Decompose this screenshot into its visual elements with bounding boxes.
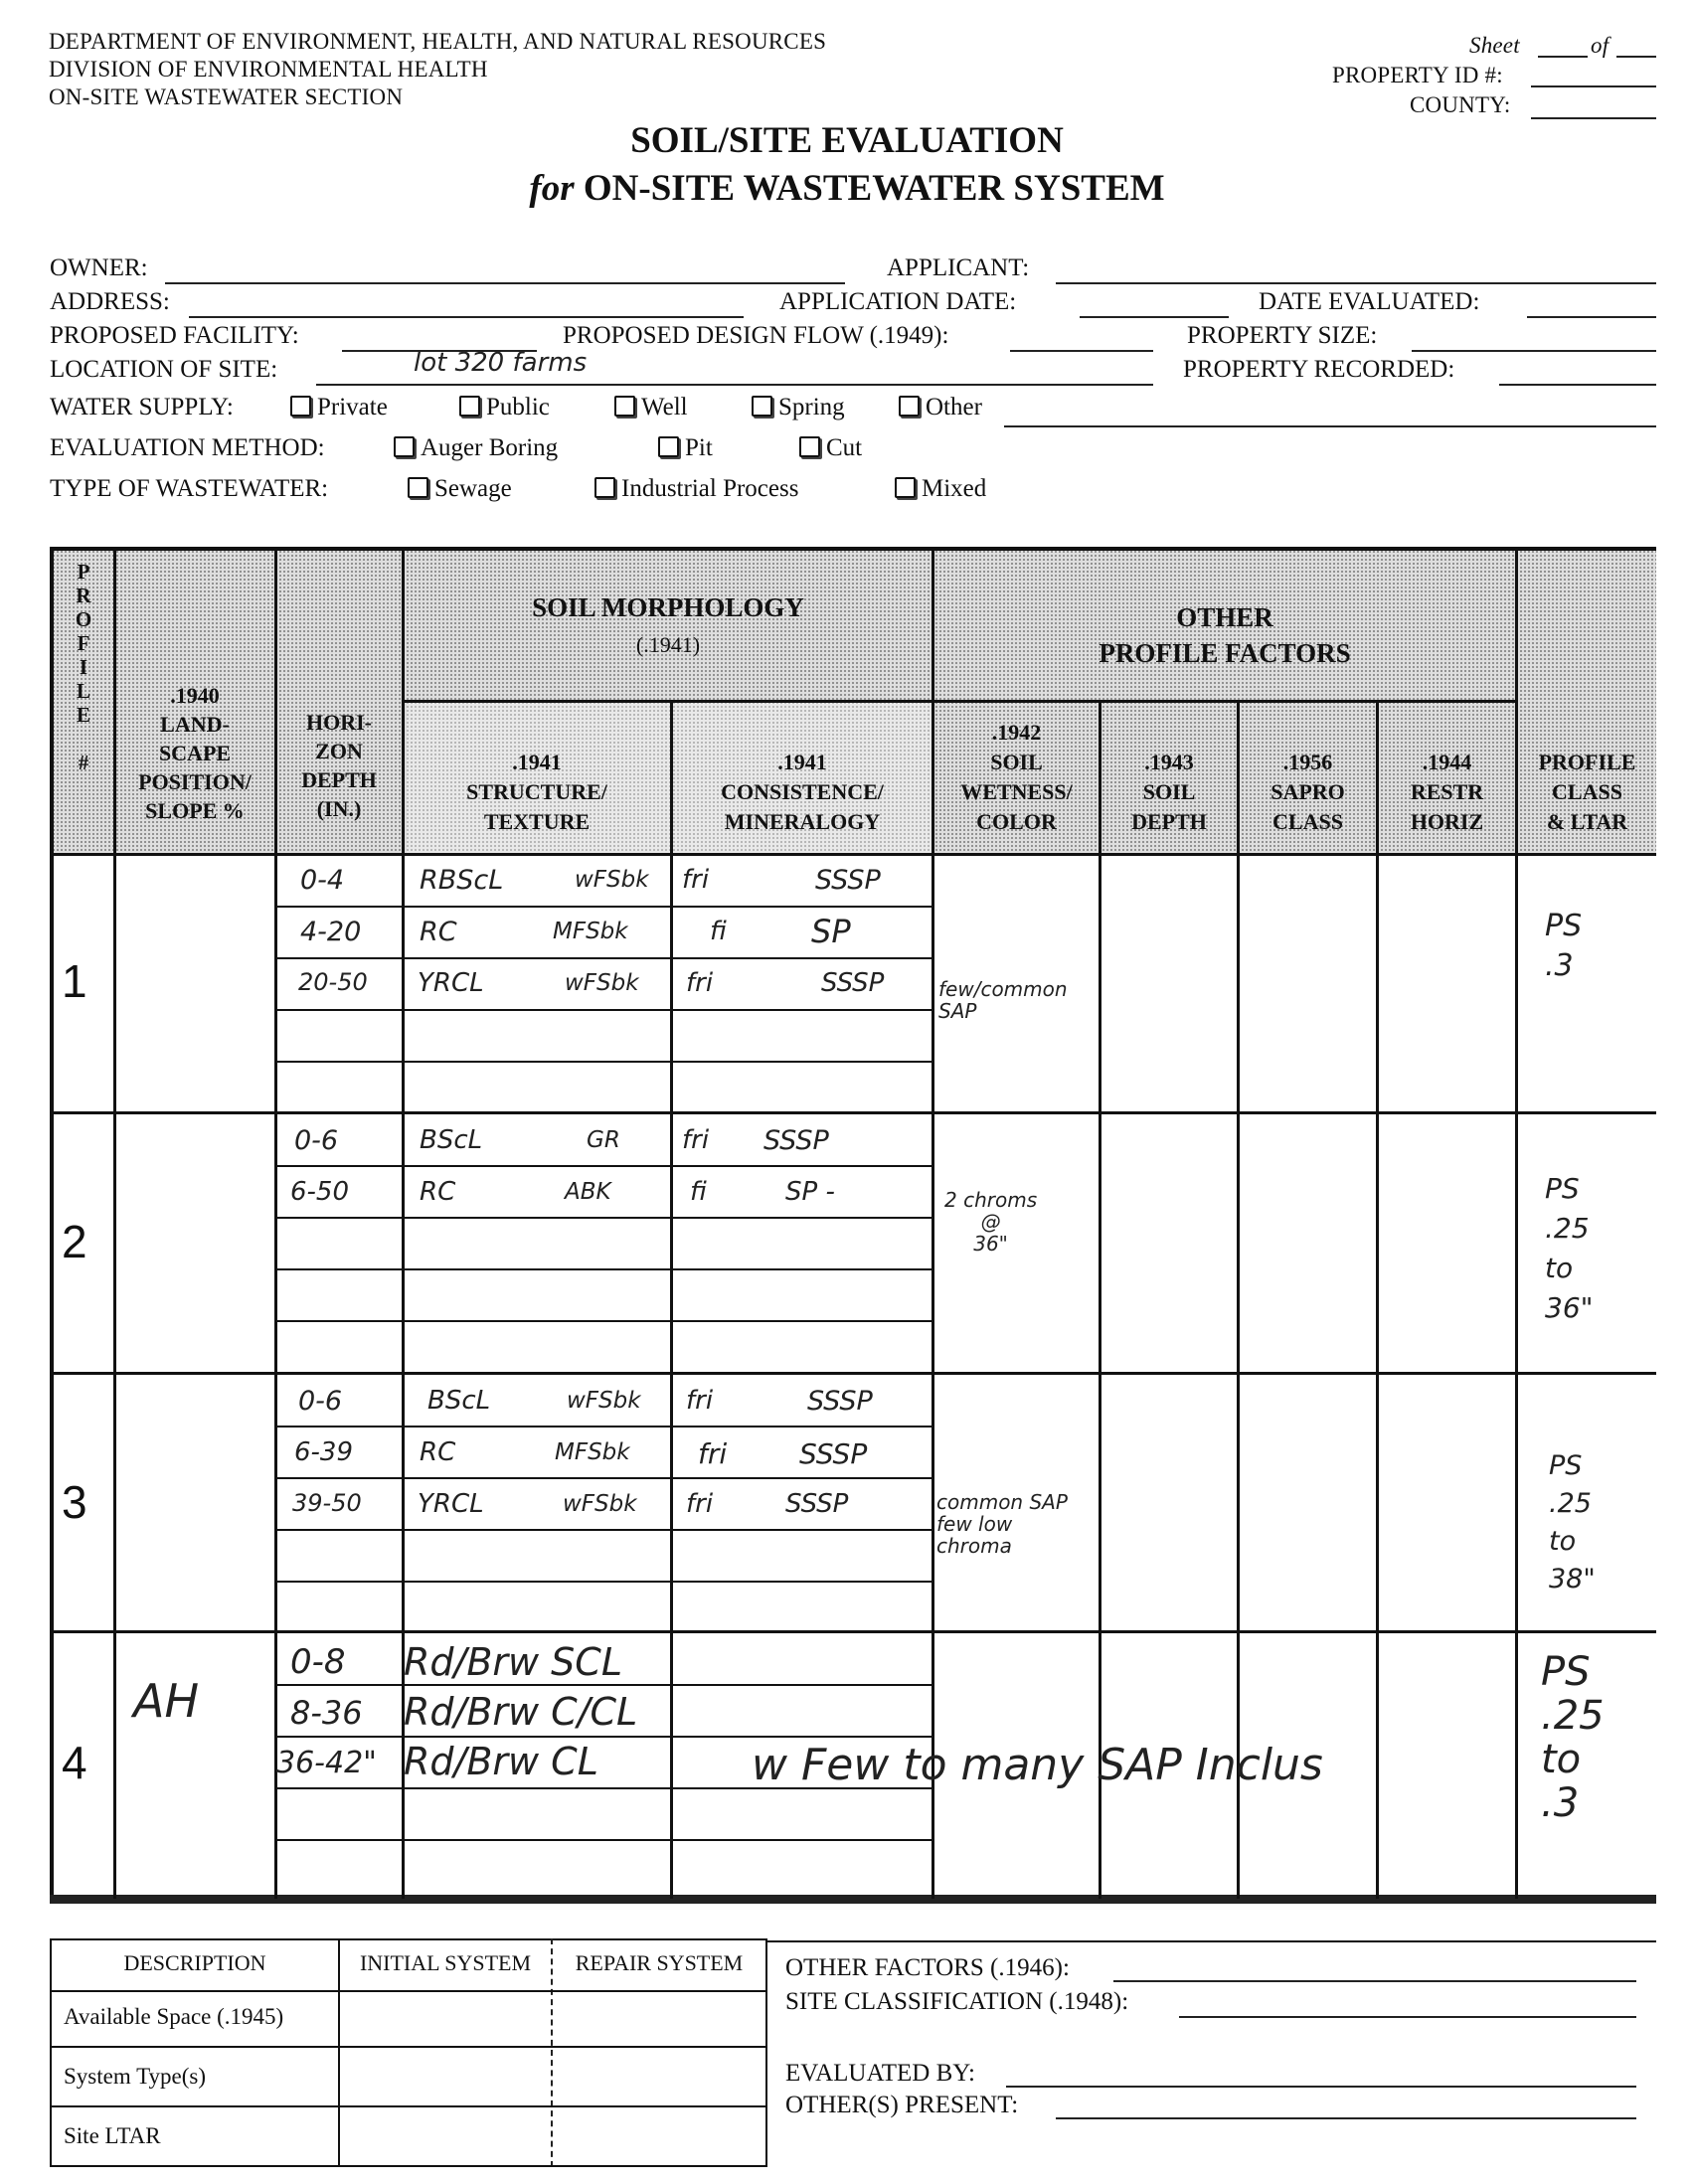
location-label: LOCATION OF SITE: xyxy=(50,356,278,383)
landscape-header: .1940 LAND- SCAPE POSITION/ SLOPE % xyxy=(138,683,252,823)
soil-morphology-code: (.1941) xyxy=(635,632,701,657)
sapro-class-header: .1956 SAPRO CLASS xyxy=(1270,750,1345,834)
structure-texture[interactable]: BScL xyxy=(427,1386,491,1416)
profile-class-ltar[interactable]: PS .25 to .3 xyxy=(1541,1649,1605,1826)
evaluation-method-label: EVALUATION METHOD: xyxy=(50,434,325,461)
checkbox-icon[interactable] xyxy=(290,396,311,417)
structure-texture[interactable]: Rd/Brw C/CL xyxy=(404,1690,638,1734)
checkbox-icon[interactable] xyxy=(614,396,635,417)
row-line xyxy=(274,957,932,959)
subtitle-for: for xyxy=(529,168,575,209)
mineralogy[interactable]: SSSP xyxy=(815,865,881,896)
site-classification-field[interactable] xyxy=(1179,2016,1636,2018)
header-letter-gap xyxy=(56,727,111,751)
row-line xyxy=(274,1529,932,1531)
mineralogy[interactable]: SSSP xyxy=(785,1489,849,1519)
address-label: ADDRESS: xyxy=(50,288,170,315)
soil-wetness-header: .1942 SOIL WETNESS/ COLOR xyxy=(960,720,1073,834)
structure-texture[interactable]: RC xyxy=(420,1437,456,1467)
horizon-depth[interactable]: 6-39 xyxy=(294,1437,354,1467)
others-present-field[interactable] xyxy=(1056,2117,1636,2119)
available-space-label: Available Space (.1945) xyxy=(64,2004,284,2029)
site-classification-label: SITE CLASSIFICATION (.1948): xyxy=(785,1988,1129,2015)
summary-top-border xyxy=(50,1938,765,1940)
consistence[interactable]: fri xyxy=(682,865,710,895)
summary-bottom-border xyxy=(50,2165,765,2167)
checkbox-icon[interactable] xyxy=(459,396,480,417)
horizon-depth[interactable]: 0-8 xyxy=(290,1642,346,1682)
option-label: Sewage xyxy=(434,475,512,502)
water-supply-other[interactable] xyxy=(899,394,982,421)
structure-texture[interactable]: YRCL xyxy=(418,1489,484,1519)
structure-texture[interactable]: BScL xyxy=(420,1125,483,1155)
horizon-depth[interactable]: 39-50 xyxy=(292,1489,362,1517)
restrictive-horizon-header: .1944 RESTR HORIZ xyxy=(1410,750,1484,834)
profile-divider xyxy=(50,1630,1656,1633)
mineralogy[interactable]: SSSP xyxy=(763,1125,829,1156)
description-header: DESCRIPTION xyxy=(123,1950,266,1975)
date-evaluated-label: DATE EVALUATED: xyxy=(1259,288,1480,315)
col-divider xyxy=(670,701,673,1899)
department-line: DEPARTMENT OF ENVIRONMENT, HEALTH, AND NATURAL RESOURCES xyxy=(49,29,827,54)
row-line xyxy=(274,1839,932,1841)
location-field[interactable] xyxy=(316,384,1153,386)
horizon-depth[interactable]: 0-6 xyxy=(294,1125,339,1156)
site-ltar-label: Site LTAR xyxy=(64,2123,161,2148)
wastewater-industrial[interactable] xyxy=(594,475,798,503)
profile-number: 4 xyxy=(62,1737,87,1788)
method-cut[interactable] xyxy=(799,434,862,462)
other-profile-factors-header: OTHER PROFILE FACTORS xyxy=(1099,602,1351,668)
col-divider xyxy=(1099,701,1101,1899)
structure-texture[interactable]: RC xyxy=(420,917,457,947)
form-title: SOIL/SITE EVALUATION xyxy=(630,120,1064,161)
profile-class-ltar-header: PROFILE CLASS & LTAR xyxy=(1538,750,1636,834)
table-bottom-border xyxy=(50,1895,1656,1904)
header-letter: E xyxy=(76,703,90,727)
system-types-repair[interactable] xyxy=(555,2048,763,2103)
row-line xyxy=(274,1581,932,1583)
horizon-depth[interactable]: 4-20 xyxy=(300,917,362,947)
checkbox-icon[interactable] xyxy=(408,477,428,498)
water-supply-label: WATER SUPPLY: xyxy=(50,394,234,420)
address-field[interactable] xyxy=(189,316,744,318)
water-supply-spring[interactable] xyxy=(752,394,845,421)
soil-depth-header: .1943 SOIL DEPTH xyxy=(1131,750,1207,834)
profile-divider xyxy=(50,1111,1656,1114)
option-label: Pit xyxy=(685,434,713,461)
site-ltar-initial[interactable] xyxy=(342,2107,549,2163)
water-supply-private[interactable] xyxy=(290,394,388,421)
summary-col-divider xyxy=(765,1938,767,2167)
subtitle-rest: ON-SITE WASTEWATER SYSTEM xyxy=(583,168,1165,209)
horizon-depth[interactable]: 0-4 xyxy=(300,865,345,896)
mineralogy[interactable]: SSSP xyxy=(807,1386,873,1417)
structure-texture-detail[interactable]: MFSbk xyxy=(553,919,628,944)
soil-morphology-header: SOIL MORPHOLOGY xyxy=(532,592,804,622)
option-label: Auger Boring xyxy=(421,434,559,461)
other-factors-label: OTHER FACTORS (.1946): xyxy=(785,1954,1070,1981)
option-label: Public xyxy=(486,394,550,420)
header-bottom-border xyxy=(50,853,1656,856)
consistence[interactable]: fi xyxy=(710,917,727,946)
property-size-field[interactable] xyxy=(1412,350,1656,352)
available-space-repair[interactable] xyxy=(555,1992,763,2044)
sheet-label: Sheet xyxy=(1469,33,1520,58)
mineralogy[interactable]: SSSP xyxy=(799,1437,868,1470)
summary-top-border xyxy=(765,1940,1656,1942)
system-types-label: System Type(s) xyxy=(64,2064,206,2089)
county-label: COUNTY: xyxy=(1410,92,1511,117)
evaluated-by-label: EVALUATED BY: xyxy=(785,2060,975,2087)
mineralogy[interactable]: SP xyxy=(811,913,851,950)
property-size-label: PROPERTY SIZE: xyxy=(1187,322,1378,349)
option-label: Spring xyxy=(778,394,845,420)
soil-wetness-note[interactable]: common SAP few low chroma xyxy=(936,1490,1068,1558)
checkbox-icon[interactable] xyxy=(899,396,920,417)
checkbox-icon[interactable] xyxy=(658,436,679,457)
design-flow-field[interactable] xyxy=(1010,350,1153,352)
row-line xyxy=(274,1426,932,1428)
consistence[interactable]: fi xyxy=(690,1177,707,1207)
sheet-total-field[interactable] xyxy=(1616,56,1656,58)
available-space-initial[interactable] xyxy=(342,1992,549,2044)
option-label: Mixed xyxy=(922,475,987,502)
checkbox-icon[interactable] xyxy=(895,477,916,498)
property-recorded-label: PROPERTY RECORDED: xyxy=(1183,356,1455,383)
header-letter: I xyxy=(79,655,88,679)
site-ltar-repair[interactable] xyxy=(555,2107,763,2163)
checkbox-icon[interactable] xyxy=(594,477,615,498)
water-supply-well[interactable] xyxy=(614,394,688,421)
row-line xyxy=(274,906,932,908)
checkbox-icon[interactable] xyxy=(394,436,415,457)
property-id-label: PROPERTY ID #: xyxy=(1332,63,1503,87)
consistence[interactable]: fri xyxy=(686,1386,714,1416)
date-evaluated-field[interactable] xyxy=(1527,316,1656,318)
profile-class-ltar[interactable]: PS .25 to 36" xyxy=(1545,1172,1594,1324)
structure-texture-detail[interactable]: ABK xyxy=(565,1179,611,1205)
horizon-depth[interactable]: 36-42" xyxy=(276,1746,377,1780)
application-date-field[interactable] xyxy=(1080,316,1229,318)
division-line: DIVISION OF ENVIRONMENTAL HEALTH xyxy=(49,57,488,82)
landscape-position[interactable]: AH xyxy=(133,1674,200,1728)
mineralogy[interactable]: SP - xyxy=(785,1177,835,1207)
structure-texture-detail[interactable]: GR xyxy=(587,1127,620,1153)
property-recorded-field[interactable] xyxy=(1499,384,1656,386)
option-label: Cut xyxy=(826,434,863,461)
checkbox-icon[interactable] xyxy=(799,436,820,457)
header-letter: L xyxy=(76,679,90,703)
structure-texture-detail[interactable]: MFSbk xyxy=(555,1439,630,1465)
form-subtitle xyxy=(0,167,1694,210)
proposed-facility-label: PROPOSED FACILITY: xyxy=(50,322,299,349)
mineralogy[interactable]: SSSP xyxy=(821,968,885,998)
option-label: Well xyxy=(641,394,688,420)
profile-number: 3 xyxy=(62,1476,87,1528)
evaluated-by-field[interactable] xyxy=(1006,2086,1636,2088)
profile-divider xyxy=(50,1372,1656,1375)
table-left-border xyxy=(50,547,54,1899)
horizon-depth[interactable]: 8-36 xyxy=(290,1694,363,1732)
structure-texture[interactable]: YRCL xyxy=(418,968,484,998)
wastewater-type-label: TYPE OF WASTEWATER: xyxy=(50,475,329,502)
structure-texture[interactable]: RC xyxy=(420,1177,456,1207)
initial-system-header: INITIAL SYSTEM xyxy=(359,1950,532,1975)
applicant-label: APPLICANT: xyxy=(887,254,1030,281)
table-top-border xyxy=(50,547,1656,551)
horizon-depth[interactable]: 6-50 xyxy=(290,1177,350,1207)
owner-label: OWNER: xyxy=(50,254,148,281)
option-label: Other xyxy=(926,394,982,420)
soil-wetness-note[interactable]: few/common SAP xyxy=(938,977,1068,1023)
consistence[interactable]: fri xyxy=(698,1437,728,1470)
wastewater-sewage[interactable] xyxy=(408,475,512,503)
design-flow-label: PROPOSED DESIGN FLOW (.1949): xyxy=(563,322,949,349)
owner-field[interactable] xyxy=(165,282,845,284)
structure-texture-detail[interactable]: wFSbk xyxy=(565,970,639,996)
structure-texture[interactable]: Rd/Brw SCL xyxy=(404,1640,623,1684)
header-letter: F xyxy=(77,631,90,655)
application-date-label: APPLICATION DATE: xyxy=(779,288,1017,315)
consistence-mineralogy-header: .1941 CONSISTENCE/ MINERALOGY xyxy=(721,750,884,834)
row-line xyxy=(274,1165,932,1167)
location-value: lot 320 farms xyxy=(414,348,588,378)
repair-system-header: REPAIR SYSTEM xyxy=(575,1950,744,1975)
col-divider xyxy=(1237,701,1240,1899)
row-line xyxy=(274,1684,932,1686)
row-line xyxy=(274,1320,932,1322)
other-factors-field[interactable] xyxy=(1113,1980,1636,1982)
consistence[interactable]: fri xyxy=(686,968,714,998)
method-pit[interactable] xyxy=(658,434,713,462)
method-auger-boring[interactable] xyxy=(394,434,558,462)
sheet-indicator xyxy=(1469,32,1520,60)
consistence[interactable]: fri xyxy=(682,1125,710,1155)
section-line: ON-SITE WASTEWATER SECTION xyxy=(49,84,404,109)
col-divider xyxy=(1376,701,1379,1899)
row-line xyxy=(274,1009,932,1011)
row-line xyxy=(274,1736,932,1738)
option-label: Industrial Process xyxy=(621,475,799,502)
header-letter: P xyxy=(77,560,90,584)
structure-texture-header: .1941 STRUCTURE/ TEXTURE xyxy=(466,750,607,834)
profile-number: 2 xyxy=(62,1216,87,1267)
row-line xyxy=(274,1477,932,1479)
water-supply-other-field[interactable] xyxy=(1004,425,1656,427)
applicant-field[interactable] xyxy=(1056,282,1656,284)
structure-texture-detail[interactable]: wFSbk xyxy=(567,1388,641,1414)
soil-wetness-note[interactable]: 2 chroms @ 36" xyxy=(944,1188,1038,1256)
of-label: of xyxy=(1591,33,1609,58)
department-header xyxy=(49,28,826,111)
property-id-field[interactable] xyxy=(1531,85,1656,87)
group-header-divider xyxy=(402,700,1515,703)
wastewater-mixed[interactable] xyxy=(895,475,986,503)
option-label: Private xyxy=(317,394,388,420)
header-letter: R xyxy=(76,584,91,607)
horizon-depth-header: HORI- ZON DEPTH (IN.) xyxy=(301,710,377,821)
structure-texture-detail[interactable]: wFSbk xyxy=(563,1491,637,1517)
checkbox-icon[interactable] xyxy=(752,396,772,417)
profile-class-ltar[interactable]: PS .3 xyxy=(1545,909,1583,983)
consistence[interactable]: fri xyxy=(686,1489,714,1519)
horizon-depth[interactable]: 20-50 xyxy=(298,968,368,996)
structure-texture-detail[interactable]: wFSbk xyxy=(575,867,649,893)
structure-texture[interactable]: Rd/Brw CL xyxy=(404,1740,598,1783)
wetness-inclusions-note[interactable]: w Few to many SAP Inclus xyxy=(752,1740,1323,1790)
profile-number: 1 xyxy=(62,955,87,1007)
others-present-label: OTHER(S) PRESENT: xyxy=(785,2092,1019,2118)
row-line xyxy=(274,1268,932,1270)
sheet-number-field[interactable] xyxy=(1538,56,1588,58)
profile-number-header xyxy=(56,560,111,774)
structure-texture[interactable]: RBScL xyxy=(420,865,504,896)
header-letter: O xyxy=(75,607,92,631)
horizon-depth[interactable]: 0-6 xyxy=(298,1386,343,1417)
system-types-initial[interactable] xyxy=(342,2048,549,2103)
row-line xyxy=(274,1217,932,1219)
water-supply-public[interactable] xyxy=(459,394,550,421)
profile-class-ltar[interactable]: PS .25 to 38" xyxy=(1549,1450,1596,1595)
row-line xyxy=(274,1061,932,1063)
header-letter: # xyxy=(78,751,89,774)
